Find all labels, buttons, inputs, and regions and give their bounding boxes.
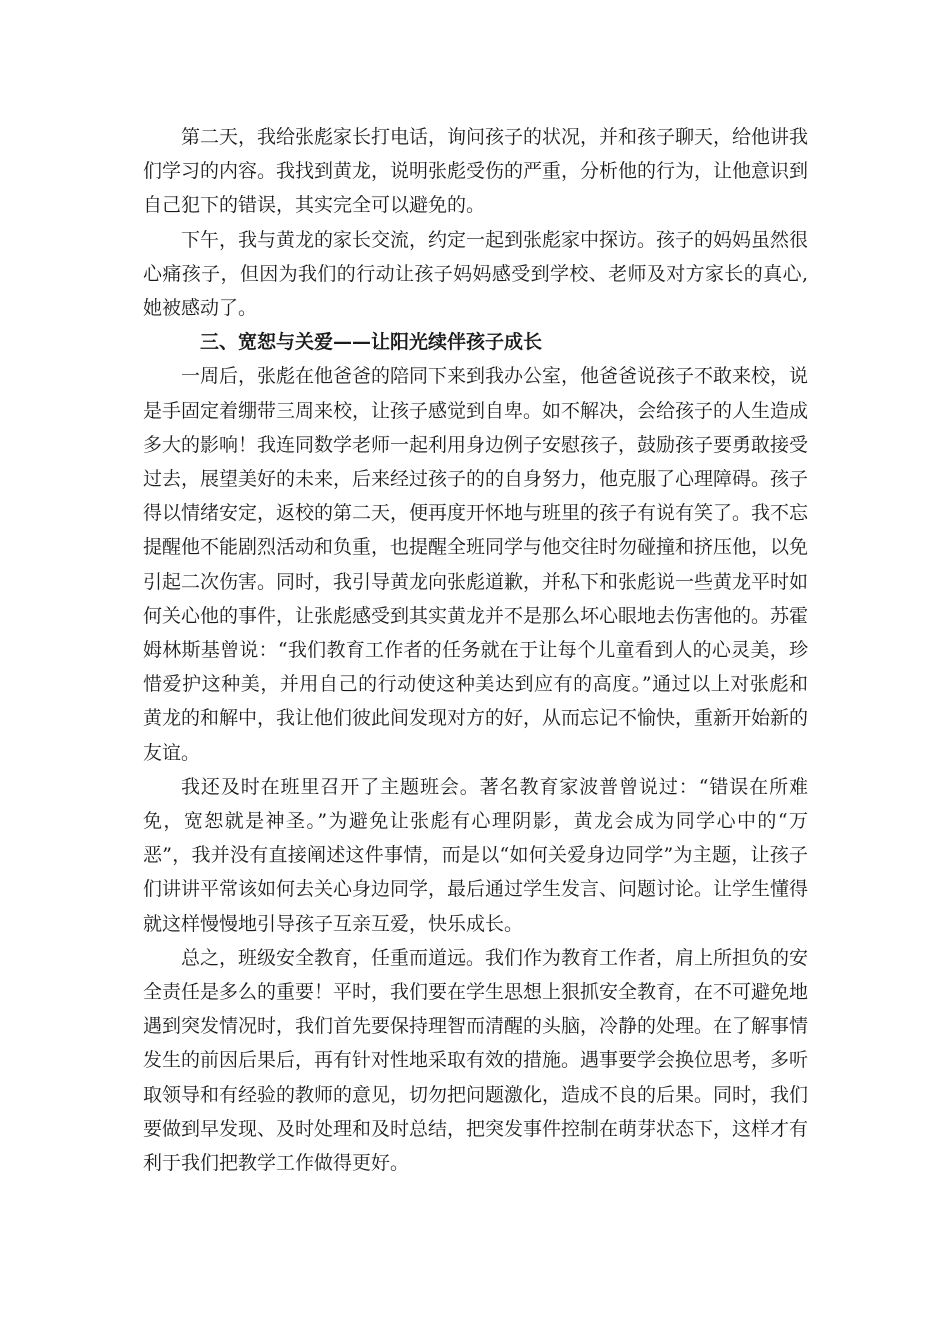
body-paragraph: 我还及时在班里召开了主题班会。著名教育家波普曾说过：“错误在所难免，宽恕就是神圣。”为避免让张彪有心理阴影，黄龙会成为同学心中的“万恶”，我并没有直接阐述这件事情，而是以“如何关爱身边同学”为主题，让孩子们讲讲平常该如何去关心身边同学，最后通过学生发言、问题讨论。让学生懂得就这样慢慢地引导孩子互亲互爱，快乐成长。 xyxy=(143,775,809,935)
document-body xyxy=(143,120,808,1180)
body-paragraph: 一周后，张彪在他爸爸的陪同下来到我办公室，他爸爸说孩子不敢来校，说是手固定着绷带三周来校，让孩子感觉到自卑。如不解决，会给孩子的人生造成多大的影响！我连同数学老师一起利用身边例子安慰孩子，鼓励孩子要勇敢接受过去，展望美好的未来，后来经过孩子的的自身努力，他克服了心理障碍。孩子得以情绪安定，返校的第二天，便再度开怀地与班里的孩子有说有笑了。我不忘提醒他不能剧烈活动和负重，也提醒全班同学与他交往时勿碰撞和挤压他，以免引起二次伤害。同时，我引导黄龙向张彪道歉，并私下和张彪说一些黄龙平时如何关心他的事件，让张彪感受到其实黄龙并不是那么坏心眼地去伤害他的。苏霍姆林斯基曾说：“我们教育工作者的任务就在于让每个儿童看到人的心灵美，珍惜爱护这种美，并用自己的行动使这种美达到应有的高度。”通过以上对张彪和黄龙的和解中，我让他们彼此间发现对方的好，从而忘记不愉快，重新开始新的友谊。 xyxy=(143,365,809,764)
body-paragraph: 第二天，我给张彪家长打电话，询问孩子的状况，并和孩子聊天，给他讲我们学习的内容。我找到黄龙，说明张彪受伤的严重，分析他的行为，让他意识到自己犯下的错误，其实完全可以避免的。 xyxy=(143,126,809,217)
body-paragraph: 下午，我与黄龙的家长交流，约定一起到张彪家中探访。孩子的妈妈虽然很心痛孩子，但因为我们的行动让孩子妈妈感受到学校、老师及对方家长的真心,她被感动了。 xyxy=(143,228,809,320)
body-paragraph: 总之，班级安全教育，任重而道远。我们作为教育工作者，肩上所担负的安全责任是多么的重要！平时，我们要在学生思想上狠抓安全教育，在不可避免地遇到突发情况时，我们首先要保持理智而清醒的头脑，冷静的处理。在了解事情发生的前因后果后，再有针对性地采取有效的措施。遇事要学会换位思考，多听取领导和有经验的教师的意见，切勿把问题激化，造成不良的后果。同时，我们要做到早发现、及时处理和及时总结，把突发事件控制在萌芽状态下，这样才有利于我们把教学工作做得更好。 xyxy=(143,946,809,1175)
section-heading: 三、宽恕与关爱——让阳光续伴孩子成长 xyxy=(200,331,543,354)
